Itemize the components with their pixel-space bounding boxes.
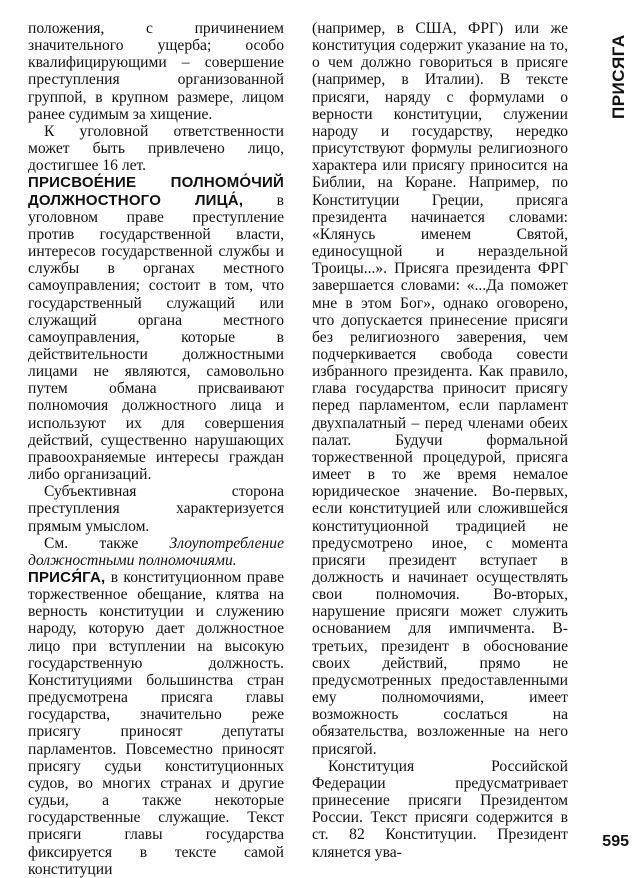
right-column [312,20,568,861]
entry-prisyaga [28,569,284,878]
prisyaga-continuation-paragraph: (например, в США, ФРГ) или же конституция содержит указание на то, о чем должно говориться в присяге (например, в Италии). В тексте присяги, наряду с формулами о верности конституции, служении народу и государству, нередко присутствуют формулы религиозного характера или присягу приносится на Библии, на Коране. Например, по Конституции Греции, присяга президента начинается словами: «Клянусь именем Святой, единосущной и нераздельной Троицы...». Присяга президента ФРГ завершается словами: «...Да поможет мне в этом Бог», однако оговорено, что допускается принесение присяги без религиозного заверения, чем подчеркивается свобода совести избранного президента. Как правило, глава государства приносит присягу перед парламентом, если парламент двухпалатный – перед членами обеих палат. Будучи формальной торжественной процедурой, присяга имеет в то же время немалое юридическое значение. Во-первых, если конституцией или сложившейся конституционной традицией не предусмотрено иное, с момента присяги президент вступает в должность и начинает осуществлять свои полномочия. Во-вторых, нарушение присяги может служить основанием для импичмента. В-третьих, президент в обоснование своих действий, прямо не предусмотренных предоставленными ему полномочиями, имеет возможность сослаться на обязательства, возложенные на него присягой. [312,20,568,758]
entry-definition: в уголовном праве преступление против государственной власти, интересов государственной службы и службы в органах местного самоуправления; состоит в том, что государственный служащий или служащий органа местного самоуправления, которые в действительности должностными лицами не являются, самовольно путем обмана присваивают полномочия должностного лица и используют их для совершения действий, существенно нарушающих правоохраняемые интересы граждан либо организаций. [28,191,284,484]
page-number: 595 [602,833,629,850]
russian-constitution-paragraph: Конституция Российской Федерации предусматривает принесение присяги Президентом России. Текст присяги содержится в ст. 82 Конституции. Президент клянется ува- [312,757,568,861]
running-head: ПРИСЯГА [609,34,628,120]
continuation-paragraph: положения, с причинением значительного ущерба; особо квалифицирующими – совершение преступления организованной группой, в крупном размере, лицом ранее судимым за хищение. [28,20,284,123]
see-also-paragraph [28,535,284,569]
age-of-responsibility-paragraph: К уголовной ответственности может быть привлечено лицо, достигшее 16 лет. [28,122,284,175]
see-also-label: См. также [44,534,139,552]
entry-prisvoenie-polnomochiy [28,174,284,483]
subjective-side-paragraph: Субъективная сторона преступления характеризуется прямым умыслом. [28,483,284,535]
left-column [28,20,284,878]
see-also-reference: Злоупотребление должностными полномочиями. [28,534,284,569]
entry-headword: ПРИСЯ́ГА, [28,569,106,586]
entry-headword: ПРИСВОЕ́НИЕ ПОЛНОМО́ЧИЙ ДОЛЖНОСТНОГО ЛИЦА́, [28,174,284,209]
entry-definition: в конституционном праве торжественное обещание, клятва на верность конституции и служению народу, которую дает должностное лицо при вступлении на высокую государственную должность. Конституциями большинства стран предусмотрена присяга главы государства, значительно реже присягу приносят депутаты парламентов. Повсеместно приносят присягу судьи конституционных судов, во многих странах и другие судьи, а также некоторые государственные служащие. Текст присяги главы государства фиксируется в тексте самой конституции [28,569,284,878]
